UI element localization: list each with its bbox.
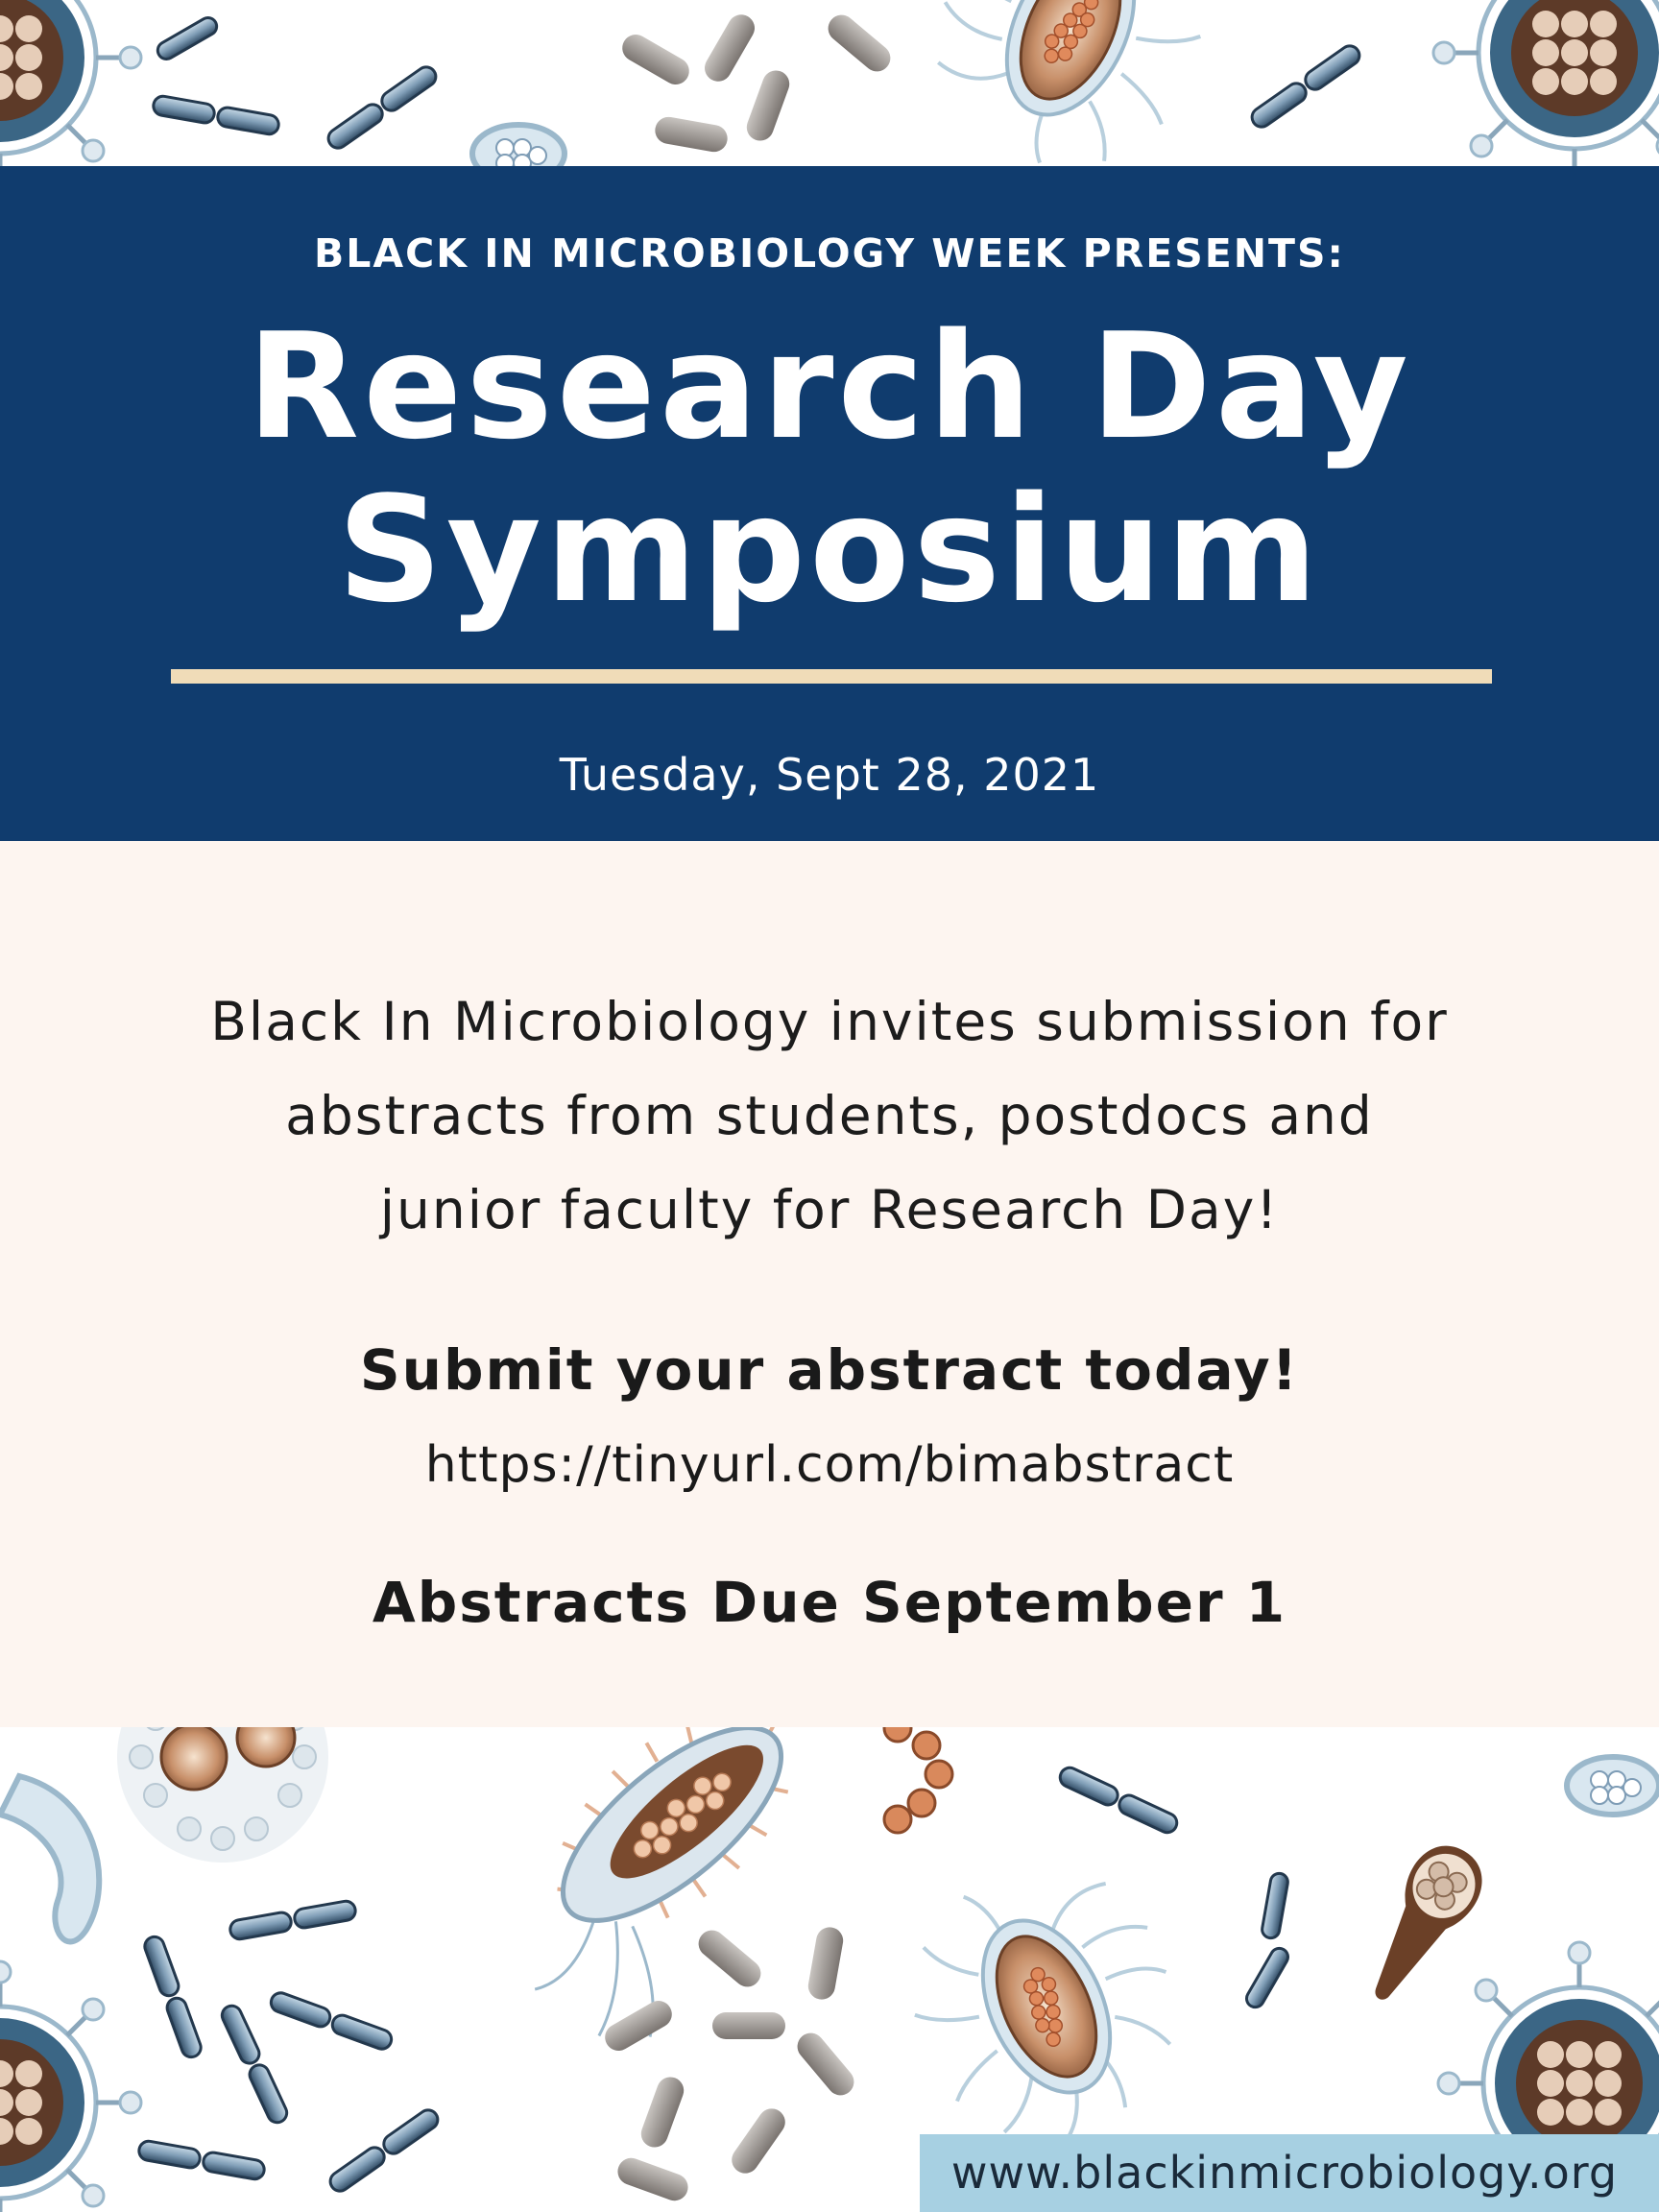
event-title-line2: Symposium — [337, 465, 1322, 635]
bacteria-rod-icon — [614, 2154, 692, 2204]
invitation-line1: Black In Microbiology invites submission for — [210, 991, 1449, 1052]
bacteria-rod-icon — [823, 10, 896, 77]
invitation-line2: abstracts from students, postdocs and — [285, 1085, 1374, 1146]
event-title-line1: Research Day — [247, 301, 1412, 471]
diplobacillus-icon — [219, 2003, 290, 2126]
streptococcus-icon — [884, 1715, 952, 1833]
spore-icon — [1567, 1757, 1659, 1815]
bacteria-rod-icon — [700, 10, 759, 86]
diplobacillus-icon — [1057, 1765, 1180, 1836]
invitation-text — [106, 974, 1553, 1257]
diplobacillus-icon — [137, 2140, 265, 2181]
bacteria-rod-icon — [727, 2104, 791, 2178]
spore-icon — [1348, 1833, 1496, 2016]
bacteria-rod-icon — [712, 2012, 785, 2039]
diplobacillus-icon — [326, 2106, 442, 2195]
diplobacillus-icon — [228, 1900, 356, 1941]
diplobacillus-icon — [325, 63, 440, 152]
bacteria-rod-icon — [693, 1925, 766, 1992]
virus-icon — [0, 1961, 141, 2212]
deadline-text: Abstracts Due September 1 — [372, 1570, 1287, 1635]
diplobacillus-icon — [1248, 42, 1363, 131]
curved-bacterium-icon — [0, 1776, 99, 1941]
bacteria-rod-icon — [637, 2074, 687, 2152]
bacteria-rod-icon — [743, 67, 793, 145]
presents-tagline: BLACK IN MICROBIOLOGY WEEK PRESENTS: — [314, 230, 1345, 276]
diplobacillus-icon — [142, 1935, 204, 2060]
call-to-action: Submit your abstract today! — [359, 1337, 1300, 1403]
event-date: Tuesday, Sept 28, 2021 — [559, 749, 1100, 801]
hairy-bacterium-icon — [878, 1832, 1214, 2176]
virus-icon — [1433, 0, 1659, 194]
bacteria-rod-icon — [155, 14, 220, 62]
invitation-line3: junior faculty for Research Day! — [379, 1179, 1280, 1240]
title-divider — [171, 669, 1492, 684]
diplobacillus-icon — [269, 1990, 395, 2052]
bacteria-rod-icon — [792, 2028, 859, 2101]
event-title — [0, 301, 1659, 635]
submission-link[interactable]: https://tinyurl.com/bimabstract — [424, 1436, 1235, 1494]
diplobacillus-icon — [152, 95, 279, 136]
bacteria-rod-icon — [1243, 1945, 1291, 2010]
bacteria-rod-icon — [653, 115, 730, 155]
website-link[interactable]: www.blackinmicrobiology.org — [950, 2147, 1619, 2199]
bacteria-rod-icon — [806, 1925, 846, 2002]
bacteria-rod-icon — [1261, 1872, 1289, 1939]
bacteria-rod-icon — [617, 30, 694, 89]
